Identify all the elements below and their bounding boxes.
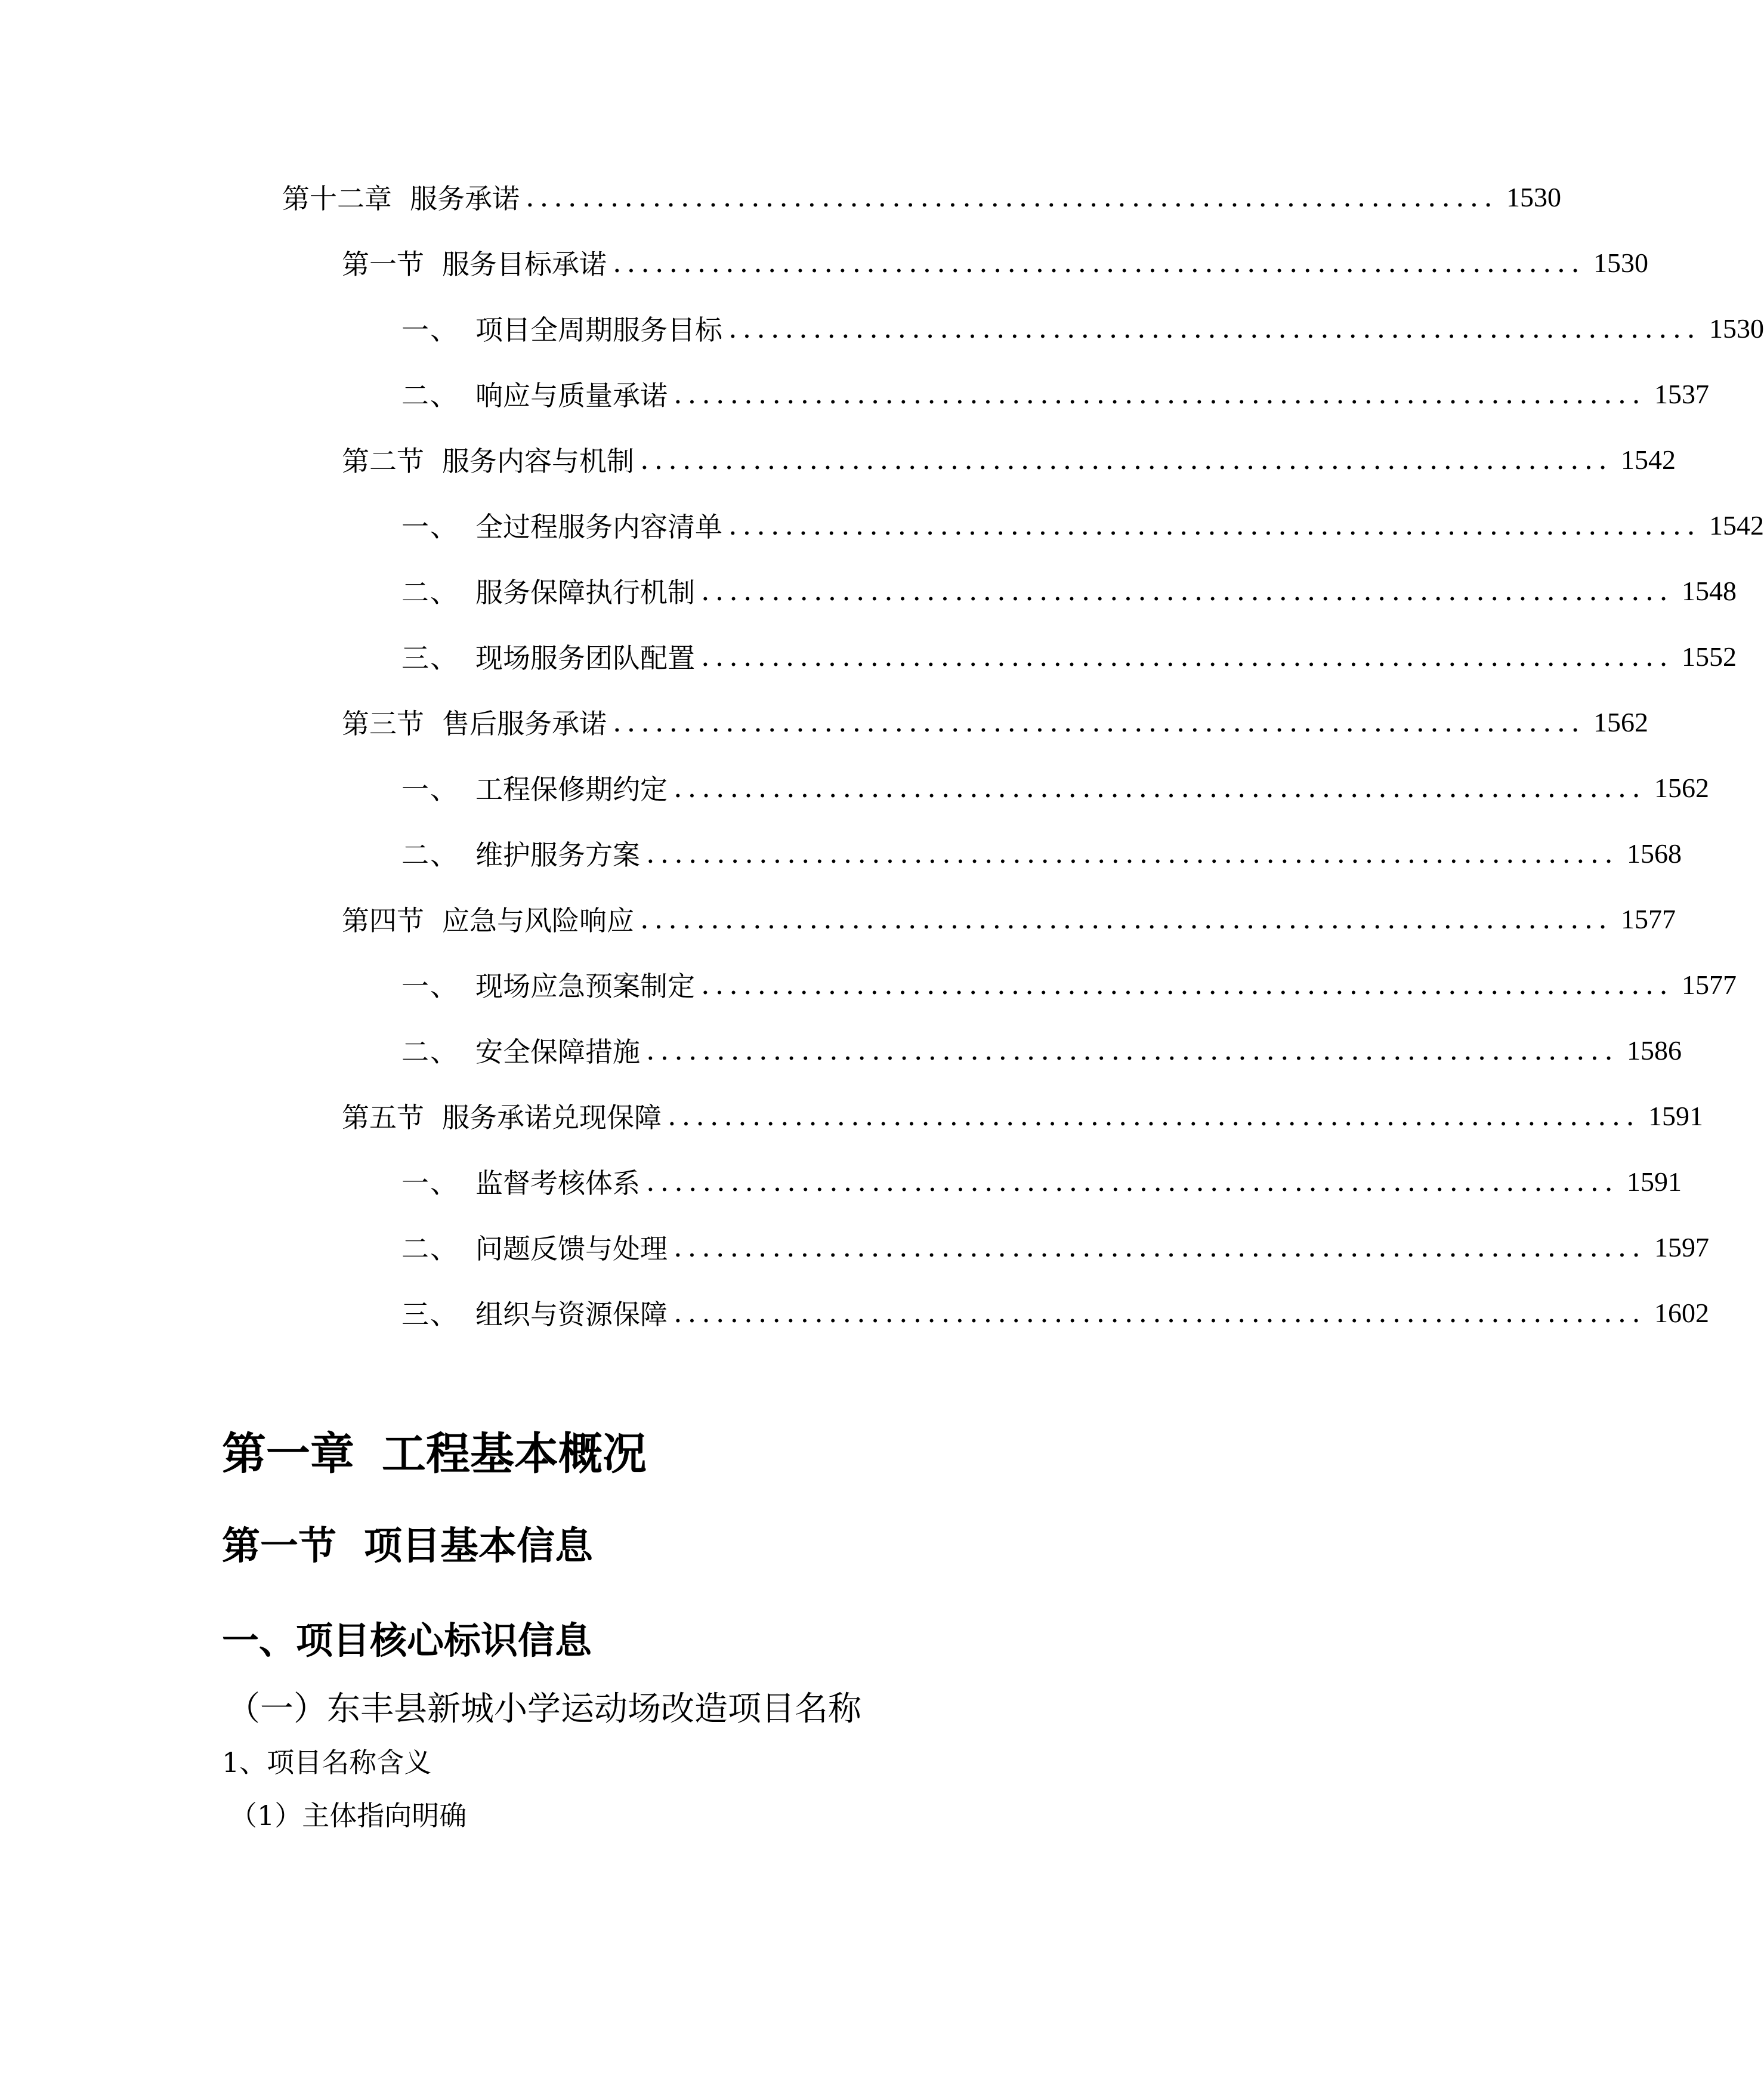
toc-entry-number: 一、 bbox=[401, 773, 459, 805]
toc-leader-dots: ..................................................................... bbox=[728, 312, 1701, 344]
toc-leader-dots: ..................................................................... bbox=[646, 1034, 1618, 1066]
toc-entry-title: 组织与资源保障 bbox=[475, 1298, 668, 1330]
toc-leader-dots: ..................................................................... bbox=[668, 1100, 1640, 1132]
toc-entry-number: 第二节 bbox=[342, 445, 424, 477]
toc-entry-number: 二、 bbox=[401, 1036, 459, 1068]
toc-entry-item[interactable] bbox=[401, 501, 1764, 549]
toc-entry-title: 售后服务承诺 bbox=[442, 708, 607, 740]
toc-entry-section[interactable] bbox=[342, 239, 1648, 286]
toc-entry-title: 监督考核体系 bbox=[475, 1167, 640, 1199]
toc-entry-number: 第一节 bbox=[342, 248, 424, 280]
toc-entry-section[interactable] bbox=[342, 436, 1676, 483]
toc-entry-number: 二、 bbox=[401, 379, 459, 412]
toc-page-number: 1542 bbox=[1620, 444, 1676, 475]
toc-entry-title: 工程保修期约定 bbox=[475, 773, 668, 805]
toc-leader-dots: ..................................................................... bbox=[646, 1165, 1618, 1197]
toc-entry-chapter-12[interactable] bbox=[282, 173, 1561, 221]
toc-page-number: 1597 bbox=[1654, 1231, 1709, 1262]
toc-entry-number: 三、 bbox=[401, 642, 459, 674]
toc-entry-number: 三、 bbox=[401, 1298, 459, 1330]
toc-entry-title: 响应与质量承诺 bbox=[475, 379, 668, 412]
item-heading: （一）东丰县新城小学运动场改造项目名称 bbox=[227, 1690, 861, 1728]
toc-entry-item[interactable] bbox=[401, 567, 1737, 615]
chapter-title: 工程基本概况 bbox=[382, 1428, 647, 1480]
toc-entry-item[interactable] bbox=[401, 1223, 1709, 1271]
toc-page-number: 1586 bbox=[1626, 1035, 1682, 1066]
toc-leader-dots: ..................................................................... bbox=[646, 837, 1618, 869]
toc-leader-dots: ..................................................................... bbox=[613, 246, 1585, 279]
toc-leader-dots: ..................................................................... bbox=[701, 968, 1673, 1001]
toc-entry-number: 第四节 bbox=[342, 905, 424, 937]
toc-entry-number: 一、 bbox=[401, 314, 459, 346]
toc-entry-number: 一、 bbox=[401, 1167, 459, 1199]
toc-entry-section[interactable] bbox=[342, 1092, 1703, 1140]
toc-page-number: 1562 bbox=[1654, 772, 1709, 803]
toc-entry-item[interactable] bbox=[401, 304, 1764, 352]
subsection-heading: 一、项目核心标识信息 bbox=[222, 1619, 592, 1662]
toc-entry-title: 服务承诺 bbox=[410, 183, 520, 215]
toc-leader-dots: ..................................................................... bbox=[728, 509, 1701, 541]
toc-page-number: 1591 bbox=[1648, 1100, 1703, 1131]
toc-leader-dots: ..................................................................... bbox=[674, 1231, 1646, 1263]
chapter-number: 第一章 bbox=[222, 1428, 354, 1480]
toc-entry-number: 第十二章 bbox=[282, 183, 392, 215]
toc-leader-dots: ..................................................................... bbox=[674, 771, 1646, 804]
toc-leader-dots: ..................................................................... bbox=[674, 1296, 1646, 1329]
toc-entry-title: 服务目标承诺 bbox=[442, 248, 607, 280]
toc-entry-number: 第三节 bbox=[342, 708, 424, 740]
toc-entry-number: 第五节 bbox=[342, 1101, 424, 1134]
toc-page-number: 1548 bbox=[1681, 575, 1737, 606]
point-heading: （1）主体指向明确 bbox=[230, 1799, 467, 1832]
toc-page-number: 1542 bbox=[1709, 510, 1764, 541]
toc-page-number: 1568 bbox=[1626, 838, 1682, 869]
toc-entry-number: 二、 bbox=[401, 1233, 459, 1265]
toc-leader-dots: ..................................................................... bbox=[640, 903, 1612, 935]
toc-entry-title: 安全保障措施 bbox=[475, 1036, 640, 1068]
toc-leader-dots: ..................................................................... bbox=[701, 640, 1673, 672]
toc-page-number: 1562 bbox=[1593, 706, 1648, 737]
toc-page-number: 1591 bbox=[1626, 1166, 1682, 1197]
toc-entry-title: 全过程服务内容清单 bbox=[475, 511, 722, 543]
toc-entry-item[interactable] bbox=[401, 370, 1709, 418]
toc-page-number: 1530 bbox=[1593, 247, 1648, 278]
toc-page-number: 1530 bbox=[1506, 181, 1561, 212]
subitem-heading: 1、项目名称含义 bbox=[222, 1746, 432, 1779]
toc-entry-title: 项目全周期服务目标 bbox=[475, 314, 722, 346]
toc-entry-title: 服务内容与机制 bbox=[442, 445, 634, 477]
toc-leader-dots: ..................................................................... bbox=[613, 706, 1585, 738]
toc-leader-dots: ..................................................................... bbox=[526, 181, 1498, 213]
toc-entry-title: 现场应急预案制定 bbox=[475, 970, 695, 1002]
toc-entry-title: 问题反馈与处理 bbox=[475, 1233, 668, 1265]
toc-entry-item[interactable] bbox=[401, 632, 1737, 680]
toc-entry-title: 现场服务团队配置 bbox=[475, 642, 695, 674]
toc-entry-title: 应急与风险响应 bbox=[442, 905, 634, 937]
toc-entry-section[interactable] bbox=[342, 698, 1648, 746]
toc-entry-item[interactable] bbox=[401, 1289, 1709, 1336]
toc-entry-number: 二、 bbox=[401, 839, 459, 871]
chapter-heading bbox=[222, 1419, 647, 1482]
section-number: 第一节 bbox=[222, 1524, 336, 1569]
toc-entry-number: 一、 bbox=[401, 970, 459, 1002]
toc-page-number: 1530 bbox=[1709, 313, 1764, 344]
toc-entry-number: 一、 bbox=[401, 511, 459, 543]
toc-entry-number: 二、 bbox=[401, 576, 459, 609]
toc-page-number: 1577 bbox=[1620, 903, 1676, 934]
toc-leader-dots: ..................................................................... bbox=[640, 443, 1612, 476]
toc-page-number: 1602 bbox=[1654, 1297, 1709, 1328]
toc-leader-dots: ..................................................................... bbox=[701, 575, 1673, 607]
toc-entry-title: 维护服务方案 bbox=[475, 839, 640, 871]
toc-entry-section[interactable] bbox=[342, 895, 1676, 943]
section-heading bbox=[222, 1515, 593, 1570]
section-title: 项目基本信息 bbox=[364, 1524, 593, 1569]
toc-entry-item[interactable] bbox=[401, 829, 1682, 877]
toc-entry-title: 服务承诺兑现保障 bbox=[442, 1101, 662, 1134]
toc-entry-item[interactable] bbox=[401, 961, 1737, 1008]
toc-page-number: 1537 bbox=[1654, 378, 1709, 409]
toc-entry-title: 服务保障执行机制 bbox=[475, 576, 695, 609]
toc-leader-dots: ..................................................................... bbox=[674, 378, 1646, 410]
toc-entry-item[interactable] bbox=[401, 1157, 1682, 1205]
toc-page-number: 1577 bbox=[1681, 969, 1737, 1000]
toc-entry-item[interactable] bbox=[401, 1026, 1682, 1074]
toc-entry-item[interactable] bbox=[401, 764, 1709, 811]
toc-page-number: 1552 bbox=[1681, 641, 1737, 672]
